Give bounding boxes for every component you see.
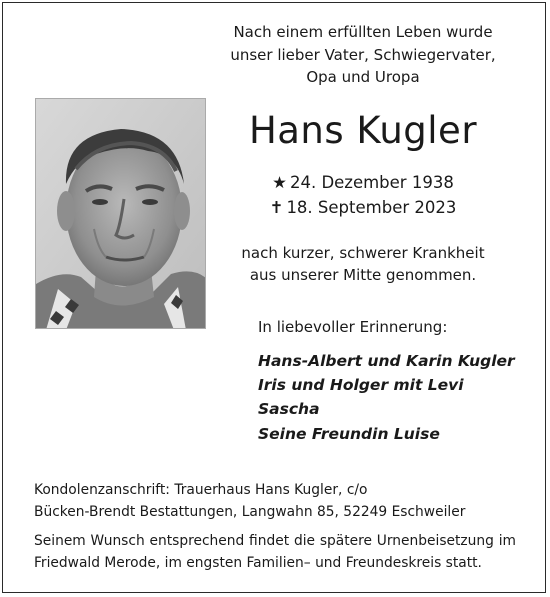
burial-line: Friedwald Merode, im engsten Familien– und Freundeskreis statt. [34,555,482,571]
intro-text [230,21,496,89]
address-line: Kondolenzanschrift: Trauerhaus Hans Kugler, c/o [34,482,368,498]
mourners-list [258,349,515,446]
burial-line: Seinem Wunsch entsprechend findet die spätere Urnenbeisetzung im [34,533,516,549]
mourner-item: Sascha [258,400,320,419]
portrait-photo [35,98,206,329]
death-date-row [230,196,496,220]
deceased-name: Hans Kugler [248,109,478,152]
portrait-illustration [36,99,206,329]
death-date: 18. September 2023 [286,198,457,217]
note-line: nach kurzer, schwerer Krankheit [241,244,485,262]
condolence-address [34,479,494,523]
mourner-item: Hans-Albert und Karin Kugler [258,352,515,370]
burial-notice [34,530,516,574]
passing-note [228,242,498,286]
intro-line: Nach einem erfüllten Leben wurde [233,23,493,41]
mourner-item: Iris und Holger mit Levi [258,376,464,395]
mourner-item: Seine Freundin Luise [258,424,440,443]
cross-icon: ✝ [269,198,284,217]
intro-line: Opa und Uropa [306,68,420,86]
address-line: Bücken-Brendt Bestattungen, Langwahn 85, 52249 Eschweiler [34,504,466,520]
note-line: aus unserer Mitte genommen. [249,266,477,284]
intro-line: unser lieber Vater, Schwiegervater, [230,45,496,64]
birth-date: 24. Dezember 1938 [289,173,454,192]
birth-date-row [230,171,496,195]
memory-label: In liebevoller Erinnerung: [258,318,448,336]
star-icon: ★ [272,173,287,192]
